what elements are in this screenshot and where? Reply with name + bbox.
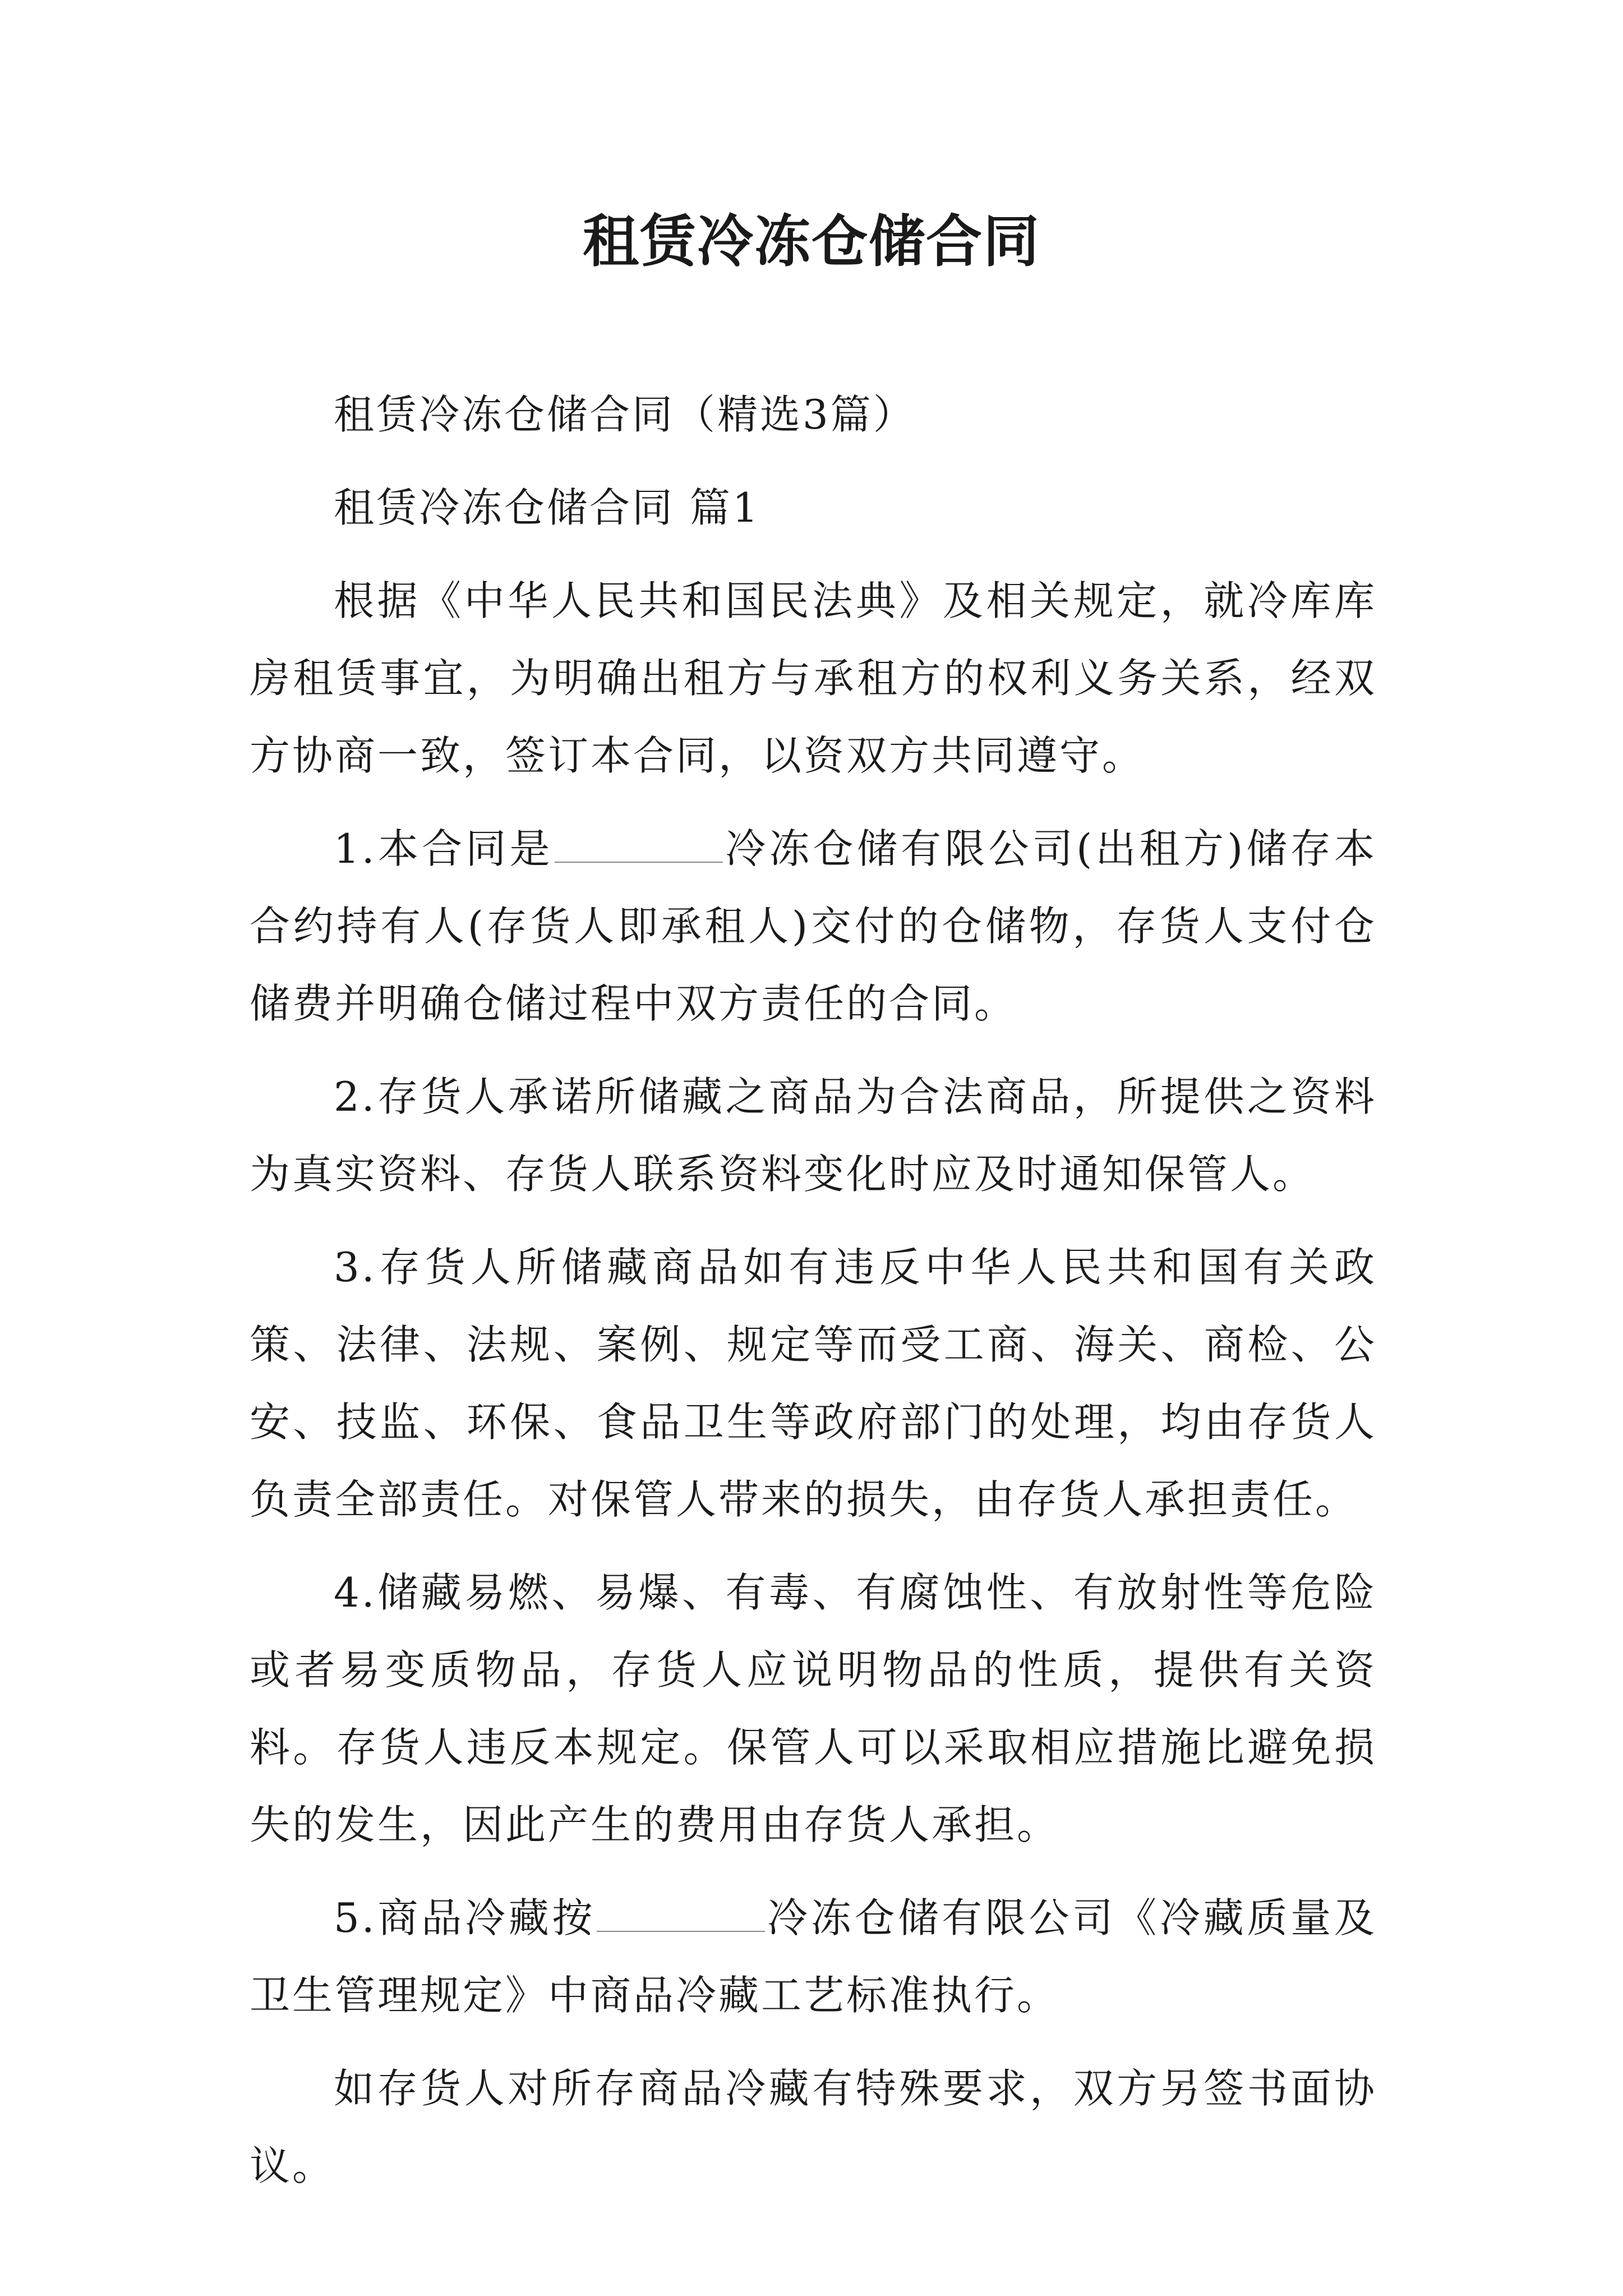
clause-5-rest: 冷冻仓储有限公司《冷藏质量及卫生管理规定》中商品冷藏工艺标准执行。: [250, 1894, 1377, 2019]
paragraph-preamble: 根据《中华人民共和国民法典》及相关规定，就冷库库房租赁事宜，为明确出租方与承租方的权利义务关系，经双方协商一致，签订本合同，以资双方共同遵守。: [250, 577, 1377, 779]
paragraph-clause-2: 2.存货人承诺所储藏之商品为合法商品，所提供之资料为真实资料、存货人联系资料变化时应及时通知保管人。: [250, 1073, 1377, 1198]
paragraph-subtitle: 租赁冷冻仓储合同（精选3篇）: [334, 391, 916, 438]
paragraph-clause-4: 4.储藏易燃、易爆、有毒、有腐蚀性、有放射性等危险或者易变质物品，存货人应说明物品的性质，提供有关资料。存货人违反本规定。保管人可以采取相应措施比避免损失的发生，因此产生的费用由存货人承担。: [250, 1569, 1377, 1848]
paragraph-clause-1: [250, 810, 1377, 1042]
paragraph-section-heading: 租赁冷冻仓储合同 篇1: [334, 484, 760, 531]
document-title: 租赁冷冻仓储合同: [583, 208, 1040, 274]
blank-line: [555, 861, 723, 863]
paragraph-clause-5: [250, 1879, 1377, 2034]
clause-1-rest: 冷冻仓储有限公司(出租方)储存本合约持有人(存货人即承租人)交付的仓储物，存货人支付仓储费并明确仓储过程中双方责任的合同。: [250, 825, 1377, 1027]
clause-5-lead: 5.商品冷藏按: [334, 1894, 596, 1941]
blank-line: [597, 1930, 765, 1932]
clause-1-lead: 1.本合同是: [334, 825, 554, 872]
paragraph-clause-3: 3.存货人所储藏商品如有违反中华人民共和国有关政策、法律、法规、案例、规定等而受工商、海关、商检、公安、技监、环保、食品卫生等政府部门的处理，均由存货人负责全部责任。对保管人带来的损失，由存货人承担责任。: [250, 1244, 1377, 1523]
document-body: [250, 376, 1377, 2220]
paragraph-special-note: 如存货人对所存商品冷藏有特殊要求，双方另签书面协议。: [250, 2065, 1377, 2189]
